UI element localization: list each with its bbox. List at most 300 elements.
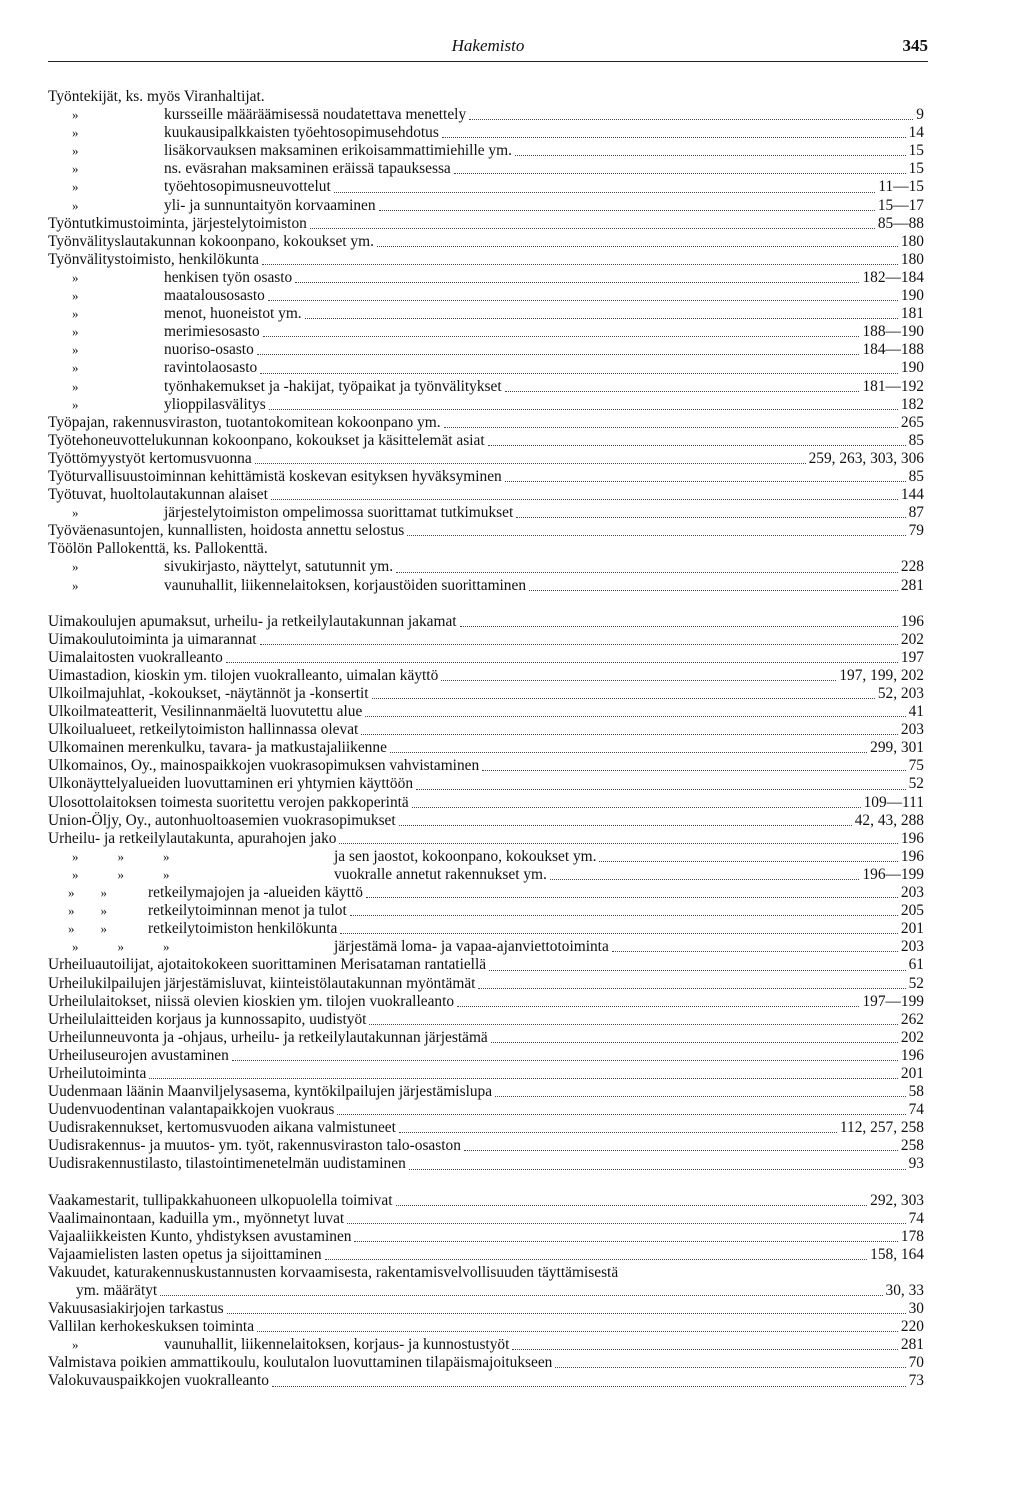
index-entry [48,938,924,956]
index-entry [48,1101,924,1119]
page-reference: 79 [908,522,924,540]
page-reference: 265 [900,413,924,431]
dot-leader [160,1282,882,1300]
page-reference: 203 [900,938,924,956]
index-entry [48,884,924,902]
dot-leader [372,685,875,703]
dot-leader [441,667,836,685]
page-reference: 42, 43, 288 [854,811,924,829]
index-entry [48,1246,924,1264]
page-reference: 196 [900,612,924,630]
entry-text: Vallilan kerhokeskuksen toiminta [48,1318,255,1336]
entry-text: Vaalimainontaan, kaduilla ym., myönnetyt luvat [48,1209,345,1227]
index-entry [48,1264,924,1282]
page-reference: 178 [900,1227,924,1245]
dot-leader [232,1047,898,1065]
page-reference: 58 [908,1083,924,1101]
entry-text: järjestämä loma- ja vapaa-ajanviettotoiminta [334,938,609,956]
entry-text: sivukirjasto, näyttelyt, satutunnit ym. [164,558,394,576]
page-reference: 180 [900,250,924,268]
page-reference: 30, 33 [885,1282,924,1299]
index-entry [48,197,924,215]
dot-leader [257,1318,898,1336]
dot-leader [377,233,898,251]
dot-leader [334,178,876,196]
index-entry [48,1354,924,1372]
dot-leader [361,721,898,739]
ditto-marks: » [72,396,79,412]
index-entry [48,269,924,287]
entry-text: Ulkoilmateatterit, Vesilinnanmäeltä luovutettu alue [48,703,363,721]
dot-leader [444,414,898,432]
entry-text: henkisen työn osasto [164,268,293,286]
entry-text: vaunuhallit, liikennelaitoksen, korjaus- ja kunnostustyöt [164,1336,510,1354]
entry-text: työehtosopimusneuvottelut [164,178,331,196]
ditto-marks: » [72,577,79,593]
index-entry [48,739,924,757]
entry-text: kuukausipalkkaisten työehtosopimusehdotus [164,124,439,142]
dot-leader [409,1155,906,1173]
page-reference: 203 [900,884,924,902]
page-reference: 30 [908,1300,924,1318]
index-entry [48,685,924,703]
index-entry [48,848,924,866]
index-entry [48,522,924,540]
index-entry [48,1372,924,1390]
page-reference: 196 [900,847,924,865]
dot-leader [272,1372,906,1390]
page-reference: 87 [908,504,924,522]
entry-text: Uudenmaan läänin Maanviljelysasema, kyntökilpailujen järjestämislupa [48,1083,493,1101]
dot-leader [149,1065,898,1083]
ditto-marks: » [72,179,79,195]
dot-leader [260,631,898,649]
dot-leader [295,269,859,287]
ditto-marks: » [72,161,79,177]
ditto-marks: » » » [72,866,170,882]
page-reference: 220 [900,1318,924,1336]
index-entry [48,1029,924,1047]
entry-text: nuoriso-osasto [164,341,254,359]
page-reference: 262 [900,1010,924,1028]
entry-text: kursseille määräämisessä noudatettava menettely [164,106,467,124]
page-reference: 15 [908,160,924,178]
index-entry [48,721,924,739]
entry-text: työnhakemukset ja -hakijat, työpaikat ja työnvälitykset [164,377,502,395]
dot-leader [305,305,898,323]
ditto-marks: » [72,197,79,213]
entry-text: ravintolaosasto [164,359,258,377]
dot-leader [469,106,913,124]
ditto-marks: » [72,306,79,322]
ditto-marks: » [72,342,79,358]
dot-leader [505,378,860,396]
entry-text: Työntekijät, ks. myös Viranhaltijat. [48,88,265,105]
index-entry [48,613,924,631]
index-entry [48,468,924,486]
page-reference: 182—184 [862,268,924,286]
dot-leader [354,1228,897,1246]
index-entry [48,667,924,685]
dot-leader [407,522,905,540]
index-entry [48,558,924,576]
dot-leader [399,1119,837,1137]
index-entry [48,323,924,341]
dot-leader [516,504,905,522]
page-header [48,36,928,60]
page-reference: 85—88 [877,214,924,232]
ditto-marks: » [72,505,79,521]
entry-text: Uimastadion, kioskin ym. tilojen vuokralleanto, uimalan käyttö [48,666,439,684]
dot-leader [555,1354,905,1372]
index-entry [48,993,924,1011]
entry-text: Vajaamielisten lasten opetus ja sijoittaminen [48,1245,322,1263]
dot-leader [612,938,898,956]
dot-leader [260,359,898,377]
page-reference: 144 [900,486,924,504]
ditto-marks: » » [68,903,107,919]
dot-leader [325,1246,868,1264]
entry-text: Työntutkimustoiminta, järjestelytoimiston [48,214,307,232]
dot-leader [310,215,875,233]
ditto-marks: » [72,324,79,340]
entry-text: Vaakamestarit, tullipakkahuoneen ulkopuolella toimivat [48,1191,393,1209]
page-reference: 197—199 [862,992,924,1010]
dot-leader [550,866,860,884]
entry-text: Työnvälitystoimisto, henkilökunta [48,250,259,268]
index-entry [48,975,924,993]
entry-text: Työtuvat, huoltolautakunnan alaiset [48,486,268,504]
entry-text: retkeilymajojen ja -alueiden käyttö [148,884,363,902]
index-entry [48,414,924,432]
index-list [48,88,924,1391]
dot-leader [412,794,861,812]
index-entry [48,341,924,359]
ditto-marks: » » [68,921,107,937]
entry-text: Vakuudet, katurakennuskustannusten korvaamisesta, rakentamisvelvollisuuden täyttämisestä [48,1263,619,1281]
index-entry [48,866,924,884]
index-entry [48,160,924,178]
page-reference: 75 [908,757,924,775]
dot-leader [396,558,898,576]
page-reference: 190 [900,287,924,305]
ditto-marks: » » [68,885,107,901]
entry-text: ns. eväsrahan maksaminen eräissä tapauksessa [164,160,451,178]
index-entry [48,450,924,468]
ditto-marks: » [72,288,79,304]
section-gap [48,1174,924,1192]
dot-leader [268,287,898,305]
index-entry [48,359,924,377]
entry-text: Ulkoilualueet, retkeilytoimiston hallinnassa olevat [48,721,359,739]
dot-leader [263,323,860,341]
page-reference: 281 [900,576,924,594]
page-reference: 190 [900,359,924,377]
page-reference: 201 [900,920,924,938]
page-reference: 292, 303 [870,1191,924,1209]
page-reference: 201 [900,1064,924,1082]
entry-text: yli- ja sunnuntaityön korvaaminen [164,196,376,214]
index-entry [48,920,924,938]
index-entry [48,1300,924,1318]
page-reference: 184—188 [862,341,924,359]
entry-text: Urheilutoiminta [48,1064,147,1082]
index-entry [48,1065,924,1083]
index-entry [48,504,924,522]
index-entry [48,142,924,160]
index-entry [48,830,924,848]
index-entry [48,1011,924,1029]
dot-leader [365,703,905,721]
page-reference: 52, 203 [877,685,924,702]
index-entry [48,1318,924,1336]
dot-leader [347,1210,905,1228]
dot-leader [464,1137,898,1155]
entry-text: maatalousosasto [164,287,265,305]
entry-text: Union-Öljy, Oy., autonhuoltoasemien vuokrasopimukset [48,811,396,829]
index-entry [48,757,924,775]
index-entry [48,775,924,793]
entry-text: merimiesosasto [164,323,260,341]
page-reference: 41 [908,703,924,721]
page-reference: 188—190 [862,323,924,341]
entry-text: Ulosottolaitoksen toimesta suoritettu verojen pakkoperintä [48,793,409,811]
index-entry [48,631,924,649]
page-reference: 202 [900,630,924,648]
index-entry [48,178,924,196]
entry-text: Urheilu- ja retkeilylautakunta, apurahojen jako [48,829,337,847]
index-entry [48,794,924,812]
page-reference: 73 [908,1372,924,1390]
entry-text: Ulkomainen merenkulku, tavara- ja matkustajaliikenne [48,739,387,757]
index-entry [48,577,924,595]
running-title: Hakemisto [451,36,525,55]
entry-text: Työttömyystyöt kertomusvuonna [48,449,252,467]
ditto-marks: » [72,559,79,575]
dot-leader [340,920,898,938]
index-entry [48,88,924,106]
entry-text: Työnvälityslautakunnan kokoonpano, kokoukset ym. [48,232,374,250]
dot-leader [350,902,898,920]
entry-text: Töölön Pallokenttä, ks. Pallokenttä. [48,540,268,558]
entry-text: menot, huoneistot ym. [164,305,302,323]
dot-leader [257,341,860,359]
dot-leader [488,432,906,450]
dot-leader [262,251,898,269]
index-entry [48,124,924,142]
dot-leader [271,486,898,504]
index-entry [48,1210,924,1228]
page-reference: 52 [908,974,924,992]
index-entry [48,378,924,396]
page-reference: 258 [900,1137,924,1155]
page-reference: 299, 301 [870,739,924,757]
page-reference: 158, 164 [870,1245,924,1263]
index-entry [48,902,924,920]
index-entry [48,1228,924,1246]
page-reference: 281 [900,1336,924,1354]
index-entry [48,1119,924,1137]
page-reference: 93 [908,1155,924,1173]
ditto-marks: » » » [72,848,170,864]
page-reference: 15—17 [877,196,924,214]
page-number: 345 [902,36,928,55]
index-entry [48,251,924,269]
dot-leader [505,468,906,486]
entry-text: vuokralle annetut rakennukset ym. [334,865,547,883]
entry-text: retkeilytoimiston henkilökunta [148,920,338,938]
dot-leader [339,830,897,848]
dot-leader [489,956,906,974]
page-reference: 112, 257, 258 [839,1119,924,1137]
dot-leader [396,1192,868,1210]
dot-leader [379,197,875,215]
page-reference: 15 [908,142,924,160]
entry-text: Urheilulaitteiden korjaus ja kunnossapito, uudistyöt [48,1010,367,1028]
index-entry [48,1155,924,1173]
page-reference: 259, 263, 303, 306 [808,449,924,467]
entry-text: Urheilunneuvonta ja -ohjaus, urheilu- ja retkeilylautakunnan järjestämä [48,1028,488,1046]
page-reference: 197, 199, 202 [839,666,924,684]
page-reference: 11—15 [878,178,924,196]
dot-leader [399,812,852,830]
entry-text: retkeilytoiminnan menot ja tulot [148,902,347,920]
entry-text: Uudisrakennustilasto, tilastointimenetelmän uudistaminen [48,1155,406,1173]
page-reference: 85 [908,467,924,485]
entry-text: ylioppilasvälitys [164,395,266,413]
ditto-marks: » [72,107,79,123]
dot-leader [529,577,898,595]
dot-leader [390,739,867,757]
index-entry [48,1047,924,1065]
page-reference: 180 [900,232,924,250]
entry-text: Uudisrakennukset, kertomusvuoden aikana valmistuneet [48,1119,396,1137]
index-entry [48,540,924,558]
entry-text: Uimalaitosten vuokralleanto [48,648,223,666]
ditto-marks: » [72,143,79,159]
dot-leader [491,1029,898,1047]
dot-leader [442,124,906,142]
entry-text: Uudisrakennus- ja muutos- ym. työt, rakennusviraston talo-osaston [48,1137,461,1155]
page-reference: 109—111 [863,793,924,811]
index-entry [48,1336,924,1354]
ditto-marks: » [72,360,79,376]
index-entry [48,215,924,233]
entry-text: Uimakoulutoiminta ja uimarannat [48,630,257,648]
page-reference: 196 [900,1046,924,1064]
entry-text: järjestelytoimiston ompelimossa suorittamat tutkimukset [164,504,514,522]
dot-leader [269,396,898,414]
index-entry [48,305,924,323]
index-entry [48,703,924,721]
index-entry [48,1083,924,1101]
index-entry [48,106,924,124]
index-entry [48,649,924,667]
page-reference: 52 [908,775,924,793]
dot-leader [599,848,897,866]
dot-leader [227,1300,906,1318]
entry-text: Valokuvauspaikkojen vuokralleanto [48,1372,269,1390]
index-entry [48,1282,924,1300]
dot-leader [515,142,906,160]
entry-text: Työtehoneuvottelukunnan kokoonpano, kokoukset ja käsittelemät asiat [48,431,485,449]
dot-leader [457,993,859,1011]
index-entry [48,1137,924,1155]
header-rule [48,61,928,62]
page-reference: 203 [900,721,924,739]
entry-text: Urheiluseurojen avustaminen [48,1046,229,1064]
page-reference: 74 [908,1101,924,1119]
page-reference: 228 [900,558,924,576]
dot-leader [454,160,906,178]
ditto-marks: » [72,125,79,141]
page-reference: 182 [900,395,924,413]
page-reference: 9 [916,106,924,124]
index-entry [48,287,924,305]
dot-leader [337,1101,905,1119]
page-reference: 181 [900,305,924,323]
page-reference: 14 [908,124,924,142]
index-entry [48,956,924,974]
entry-text: lisäkorvauksen maksaminen erikoisammattimiehille ym. [164,142,512,160]
page-reference: 196 [900,829,924,847]
index-entry [48,812,924,830]
entry-text: Vakuusasiakirjojen tarkastus [48,1300,224,1318]
index-entry [48,432,924,450]
entry-text: Uudenvuodentinan valantapaikkojen vuokraus [48,1101,335,1119]
entry-text: Vajaaliikkeisten Kunto, yhdistyksen avustaminen [48,1227,352,1245]
ditto-marks: » [72,269,79,285]
dot-leader [482,757,905,775]
page-reference: 70 [908,1354,924,1372]
dot-leader [255,450,806,468]
dot-leader [460,613,898,631]
page-reference: 181—192 [862,377,924,395]
entry-text: vaunuhallit, liikennelaitoksen, korjaustöiden suorittaminen [164,576,527,594]
page-reference: 202 [900,1028,924,1046]
page-reference: 197 [900,648,924,666]
entry-text: Ulkonäyttelyalueiden luovuttaminen eri yhtymien käyttöön [48,775,414,793]
dot-leader [416,775,906,793]
dot-leader [366,884,898,902]
entry-text: Urheiluautoilijat, ajotaitokokeen suorittaminen Merisataman rantatiellä [48,956,487,974]
page-reference: 205 [900,902,924,920]
dot-leader [226,649,898,667]
entry-text: Työväenasuntojen, kunnallisten, hoidosta annettu selostus [48,522,405,540]
entry-text: Valmistava poikien ammattikoulu, koulutalon luovuttaminen tilapäismajoitukseen [48,1354,553,1372]
entry-text: Urheilukilpailujen järjestämisluvat, kiinteistölautakunnan myöntämät [48,974,476,992]
index-entry [48,1192,924,1210]
section-gap [48,595,924,613]
entry-text: ym. määrätyt [76,1282,158,1299]
entry-text: Ulkoilmajuhlat, -kokoukset, -näytännöt ja -konsertit [48,685,369,702]
index-entry [48,233,924,251]
dot-leader [495,1083,906,1101]
ditto-marks: » [72,378,79,394]
entry-text: Uimakoulujen apumaksut, urheilu- ja retkeilylautakunnan jakamat [48,612,457,630]
index-entry [48,486,924,504]
entry-text: Työturvallisuustoiminnan kehittämistä koskevan esityksen hyväksyminen [48,467,502,485]
ditto-marks: » » » [72,939,170,955]
dot-leader [369,1011,897,1029]
entry-text: Työpajan, rakennusviraston, tuotantokomitean kokoonpano ym. [48,413,441,431]
page-reference: 196—199 [862,865,924,883]
page-reference: 85 [908,431,924,449]
entry-text: Urheilulaitokset, niissä olevien kioskien ym. tilojen vuokralleanto [48,992,455,1010]
index-entry [48,396,924,414]
ditto-marks: » [72,1337,79,1353]
entry-text: ja sen jaostot, kokoonpano, kokoukset ym. [334,847,597,865]
